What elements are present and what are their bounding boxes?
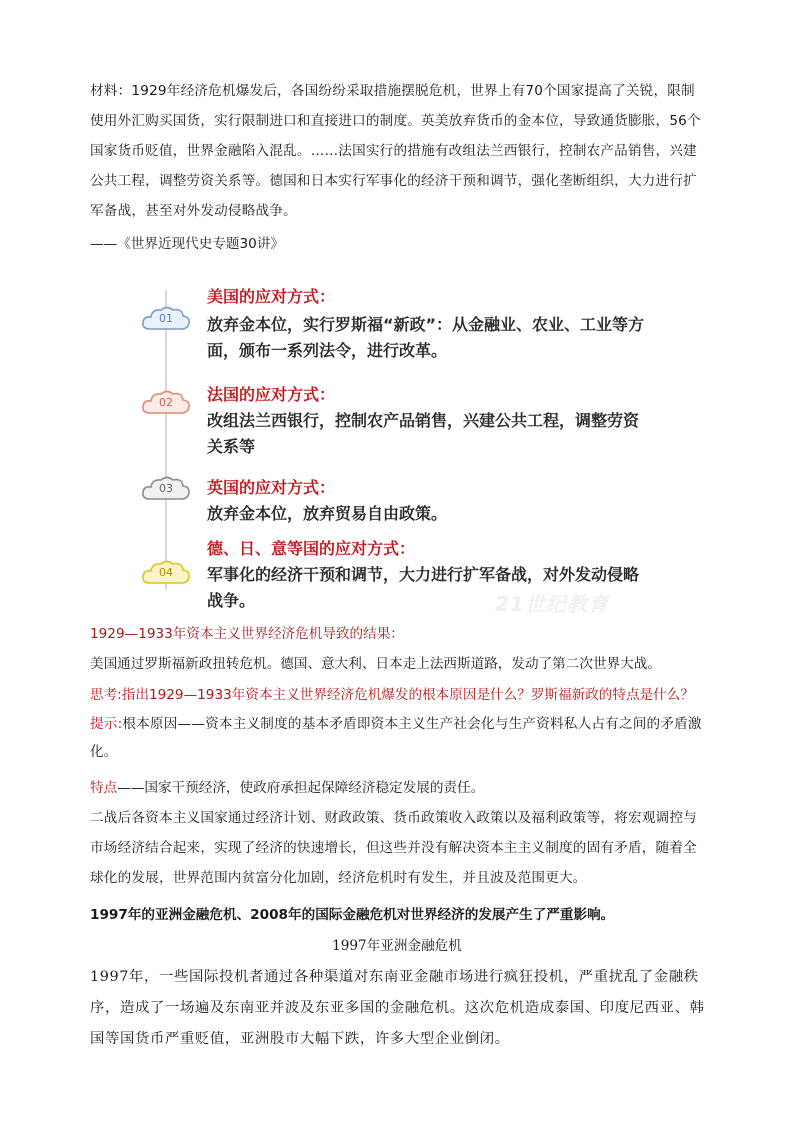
- think-question: 指出1929—1933年资本主义世界经济危机爆发的根本原因是什么？罗斯福新政的特点是什么？: [121, 687, 694, 703]
- hint-text: 根本原因——资本主义制度的基本矛盾即资本主义生产社会化与生产资料私人占有之间的矛盾激化。: [90, 716, 702, 760]
- asia-crisis-title: 1997年亚洲金融危机: [332, 938, 462, 954]
- material-source: ——《世界近现代史专题30讲》: [90, 236, 285, 252]
- badge-number: 01: [159, 312, 173, 325]
- postwar-paragraph: 二战后各资本主义国家通过经济计划、财政政策、货币政策收入政策以及福利政策等，将宏观调控与市场经济结合起来，实现了经济的快速增长，但这些并没有解决资本主主义制度的固有矛盾，随着全球化的发展，世界范围内贫富分化加剧，经济危机时有发生，并且波及范围更大。: [90, 810, 697, 886]
- us-response-title: 美国的应对方式：: [207, 287, 336, 306]
- badge-number: 04: [159, 566, 173, 579]
- response-diagram: [135, 270, 655, 616]
- france-response-body: 改组法兰西银行，控制农产品销售，兴建公共工程，调整劳资关系等: [207, 411, 640, 456]
- badge-number: 02: [159, 396, 173, 409]
- feature-line: [90, 776, 484, 796]
- hint-paragraph: [90, 710, 706, 766]
- germany-japan-italy-response-title: 德、日、意等国的应对方式：: [207, 539, 416, 558]
- uk-response-title: 英国的应对方式：: [207, 478, 336, 497]
- france-response-title: 法国的应对方式：: [207, 385, 336, 404]
- material-paragraph: 材料：1929年经济危机爆发后，各国纷纷采取措施摆脱危机，世界上有70个国家提高了关锐，限制使用外汇购买国货，实行限制进口和直接进口的制度。英美放弃货币的金本位，导致通货膨胀，56个国家货币贬值，世界金融陷入混乱。……法国实行的措施有改组法兰西银行，控制农产品销售，兴建公共工程，调整劳资关系等。德国和日本实行军事化的经济干预和调节，强化垄断组织，大力进行扩军备战，甚至对外发动侵略战争。: [90, 83, 701, 219]
- cloud-badge-04: [140, 558, 192, 588]
- badge-number: 03: [159, 482, 173, 495]
- result-title: 1929—1933年资本主义世界经济危机导致的结果：: [90, 626, 404, 642]
- crisis-summary-bold: 1997年的亚洲金融危机、2008年的国际金融危机对世界经济的发展产生了严重影响。: [90, 907, 615, 923]
- asia-crisis-paragraph: 1997年，一些国际投机者通过各种渠道对东南亚金融市场进行疯狂投机，严重扰乱了金融秩序，造成了一场遍及东南亚并波及东亚多国的金融危机。这次危机造成泰国、印度尼西亚、韩国等国货币严重贬值，亚洲股市大幅下跌，许多大型企业倒闭。: [90, 969, 705, 1047]
- think-question-line: [90, 683, 710, 703]
- think-label: 思考:: [90, 687, 122, 703]
- result-text: 美国通过罗斯福新政扭转危机。德国、意大利、日本走上法西斯道路，发动了第二次世界大战。: [90, 656, 661, 672]
- cloud-badge-03: [140, 474, 192, 504]
- us-response-body: 放弃金本位，实行罗斯福“新政”：从金融业、农业、工业等方面，颁布一系列法令，进行改革。: [207, 315, 645, 360]
- germany-japan-italy-response-body: 军事化的经济干预和调节，大力进行扩军备战，对外发动侵略战争。: [207, 565, 640, 610]
- hint-label: 提示:: [90, 716, 123, 732]
- feature-label: 特点: [90, 780, 118, 796]
- uk-response-body: 放弃金本位，放弃贸易自由政策。: [207, 504, 448, 523]
- feature-text: ——国家干预经济，使政府承担起保障经济稳定发展的责任。: [117, 780, 485, 796]
- timeline-line: [165, 290, 167, 590]
- watermark-text: 21世纪教育: [495, 592, 609, 616]
- cloud-badge-02: [140, 388, 192, 418]
- cloud-badge-01: [140, 304, 192, 334]
